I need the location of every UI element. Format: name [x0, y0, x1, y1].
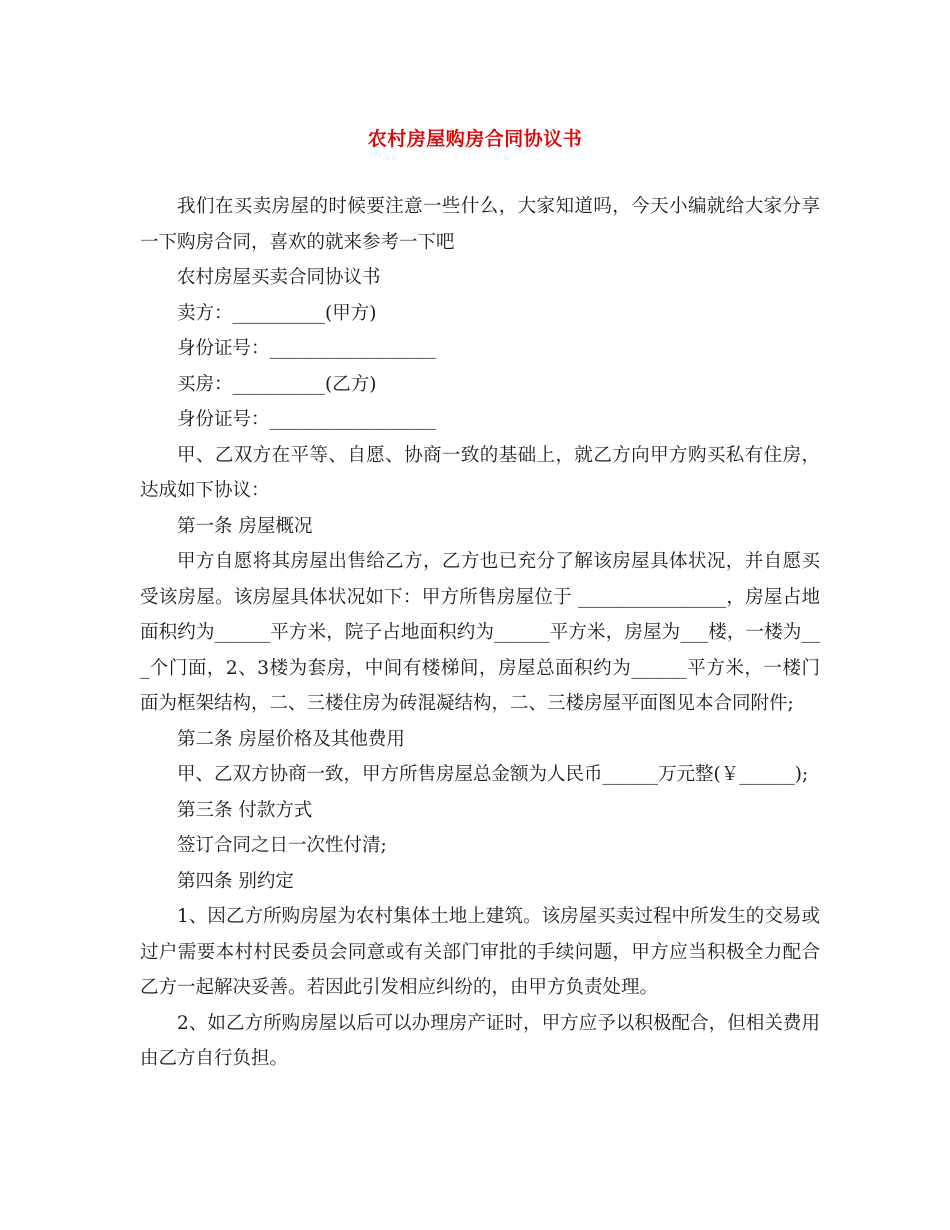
article-3-heading: 第三条 付款方式	[177, 799, 313, 821]
seller-field: 卖方：__________(甲方)	[177, 302, 377, 324]
article-4-clause-2: 2、如乙方所购房屋以后可以办理房产证时，甲方应予以积极配合，但相关费用由乙方自行负担。	[140, 1012, 820, 1069]
document-title: 农村房屋购房合同协议书	[367, 128, 583, 150]
article-4-heading: 第四条 别约定	[177, 870, 294, 892]
buyer-id-field: 身份证号：__________________	[177, 409, 437, 430]
buyer-field: 买房：__________(乙方)	[177, 373, 377, 395]
article-2-heading: 第二条 房屋价格及其他费用	[177, 728, 405, 750]
article-2-body: 甲、乙双方协商一致，甲方所售房屋总金额为人民币______万元整(￥______);	[177, 764, 809, 785]
article-4-clause-1: 1、因乙方所购房屋为农村集体土地上建筑。该房屋买卖过程中所发生的交易或过户需要本村村民委员会同意或有关部门审批的手续问题，甲方应当积极全力配合乙方一起解决妥善。若因此引发相应纠纷的，由甲方负责处理。	[140, 906, 820, 998]
agreement-preamble: 甲、乙双方在平等、自愿、协商一致的基础上，就乙方向甲方购买私有住房，达成如下协议：	[140, 444, 820, 501]
article-1-body: 甲方自愿将其房屋出售给乙方，乙方也已充分了解该房屋具体状况，并自愿买受该房屋。该房屋具体状况如下：甲方所售房屋位于 ________________，房屋占地面积约为______平方米，院子占地面积约为______平方米，房屋为___楼，一楼为___个门面，2、3楼为套房，中间有楼梯间，房屋总面积约为______平方米，一楼门面为框架结构，二、三楼住房为砖混凝结构，二、三楼房屋平面图见本合同附件;	[140, 551, 820, 714]
seller-id-field: 身份证号：__________________	[177, 338, 437, 359]
contract-subtitle: 农村房屋买卖合同协议书	[177, 267, 381, 288]
intro-paragraph: 我们在买卖房屋的时候要注意一些什么，大家知道吗，今天小编就给大家分享一下购房合同，喜欢的就来参考一下吧	[140, 196, 820, 253]
article-1-heading: 第一条 房屋概况	[177, 515, 313, 537]
document-body	[140, 189, 820, 1077]
article-3-body: 签订合同之日一次性付清;	[177, 835, 387, 856]
